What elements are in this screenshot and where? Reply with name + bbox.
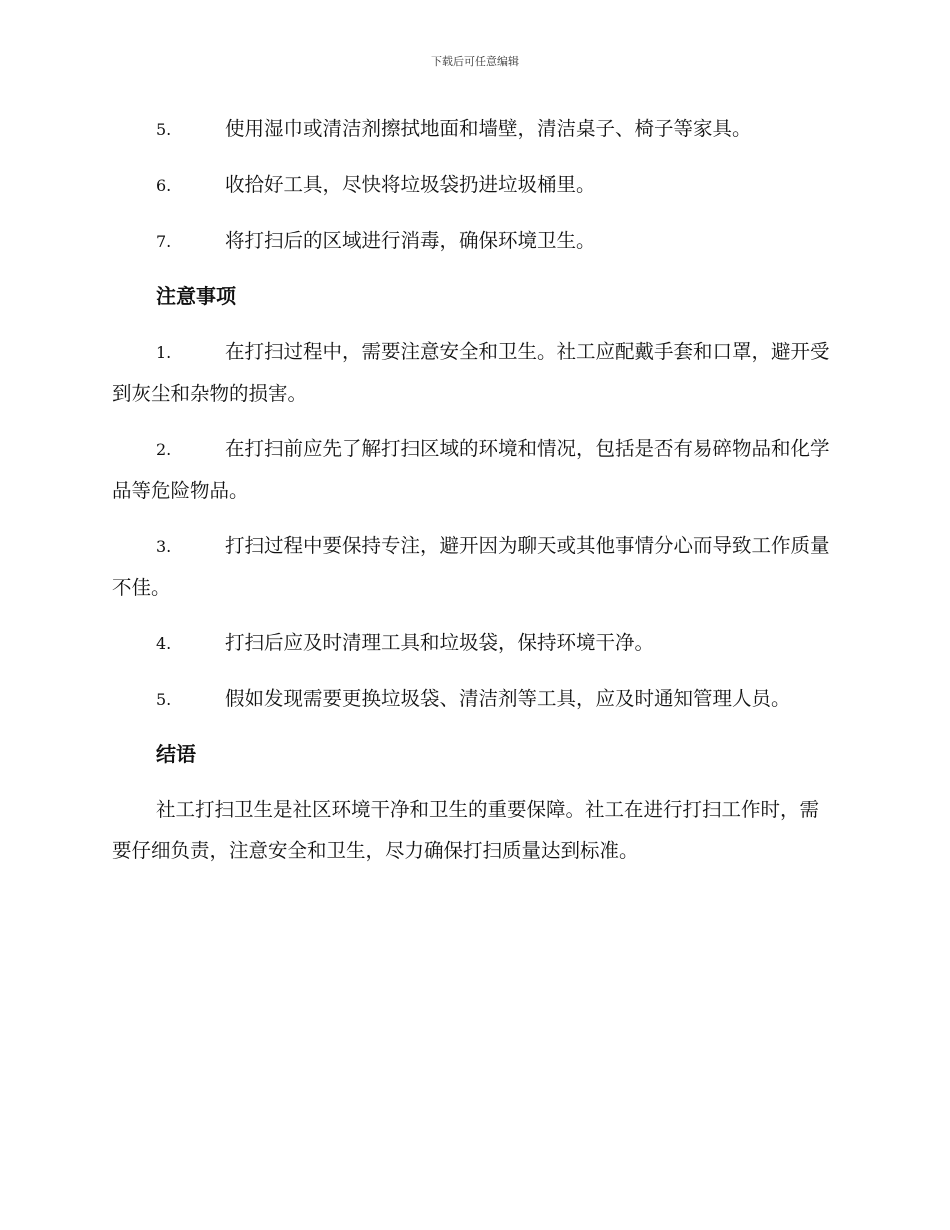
conclusion-paragraph: 社工打扫卫生是社区环境干净和卫生的重要保障。社工在进行打扫工作时，需要仔细负责，注意安全和卫生，尽力确保打扫质量达到标准。 (112, 798, 820, 862)
step-number: 7. (156, 232, 172, 251)
note-text: 在打扫过程中，需要注意安全和卫生。社工应配戴手套和口罩，避开受到灰尘和杂物的损害。 (112, 340, 830, 405)
document-body (112, 108, 834, 871)
note-item (112, 678, 834, 720)
note-item (112, 331, 834, 414)
note-item (112, 428, 834, 511)
note-number: 1. (156, 343, 172, 362)
step-text: 将打扫后的区域进行消毒，确保环境卫生。 (225, 229, 596, 252)
note-text: 在打扫前应先了解打扫区域的环境和情况，包括是否有易碎物品和化学品等危险物品。 (112, 437, 830, 502)
step-item (112, 220, 834, 262)
conclusion-heading: 结语 (156, 742, 196, 766)
note-text: 打扫后应及时清理工具和垃圾袋，保持环境干净。 (225, 631, 655, 654)
step-item (112, 164, 834, 206)
note-number: 5. (156, 690, 172, 709)
page-header: 下载后可任意编辑 (431, 55, 519, 68)
step-number: 6. (156, 176, 172, 195)
note-item (112, 622, 834, 664)
note-text: 假如发现需要更换垃圾袋、清洁剂等工具，应及时通知管理人员。 (225, 687, 791, 710)
step-number: 5. (156, 120, 172, 139)
note-number: 2. (156, 440, 172, 459)
note-number: 4. (156, 634, 172, 653)
note-number: 3. (156, 537, 172, 556)
note-text: 打扫过程中要保持专注，避开因为聊天或其他事情分心而导致工作质量不佳。 (112, 534, 830, 599)
step-text: 收拾好工具，尽快将垃圾袋扔进垃圾桶里。 (225, 173, 596, 196)
note-item (112, 525, 834, 608)
notes-heading: 注意事项 (156, 284, 236, 308)
step-text: 使用湿巾或清洁剂擦拭地面和墙壁，清洁桌子、椅子等家具。 (225, 117, 752, 140)
step-item (112, 108, 834, 150)
